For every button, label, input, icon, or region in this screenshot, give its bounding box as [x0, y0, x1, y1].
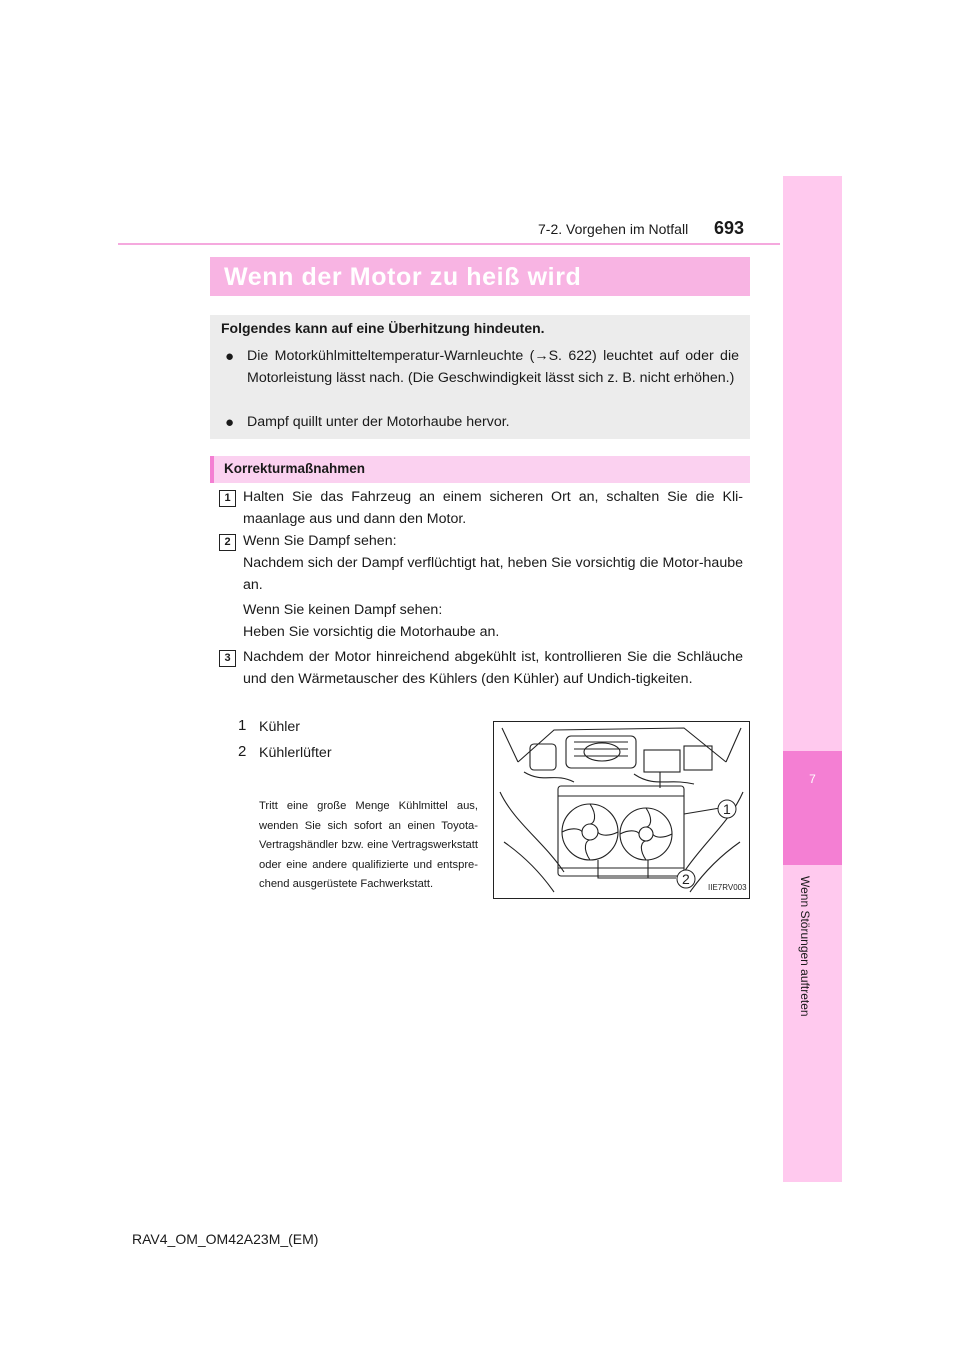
callout-number: 1	[238, 717, 247, 734]
callout-label: Kühler	[259, 719, 301, 735]
step-text: Wenn Sie Dampf sehen:	[243, 533, 397, 549]
subheading: Korrekturmaßnahmen	[224, 461, 366, 476]
bullet-dot: ●	[225, 348, 235, 365]
step-badge: 1	[219, 490, 236, 507]
chapter-side-tab	[783, 176, 842, 1182]
step-text: Halten Sie das Fahrzeug an einem sicheren Ort an, schalten Sie die Kli-maanlage aus und dann den Motor.	[243, 489, 743, 527]
chapter-tab-active	[783, 751, 842, 865]
step-badge: 2	[219, 534, 236, 551]
subheading-accent	[210, 456, 214, 483]
engine-bay-illustration	[494, 722, 749, 898]
callout-label: Kühlerlüfter	[259, 745, 332, 761]
coolant-note: Tritt eine große Menge Kühlmittel aus, wenden Sie sich sofort an einen Toyota-Vertragshändler bzw. eine Vertragswerkstatt oder eine andere qualifizierte und entspre-chend ausgerüstete Fachwerkstatt.	[259, 800, 478, 891]
figure-marker-1: 1	[723, 801, 731, 817]
bullet-dot: ●	[225, 414, 235, 431]
figure-code: IIE7RV003	[708, 883, 747, 892]
callout-number: 2	[238, 743, 247, 760]
step-text: Nachdem der Motor hinreichend abgekühlt ist, kontrollieren Sie die Schläuche und den Wärmetauscher des Kühlers (den Kühler) auf Undich-tigkeiten.	[243, 649, 743, 687]
chapter-number: 7	[809, 772, 816, 786]
page-number: 693	[714, 218, 745, 238]
header-rule	[118, 243, 780, 245]
engine-bay-figure	[493, 721, 750, 899]
step-text: Heben Sie vorsichtig die Motorhaube an.	[243, 624, 500, 640]
footer-model-code: RAV4_OM_OM42A23M_(EM)	[132, 1231, 319, 1247]
step-text: Nachdem sich der Dampf verflüchtigt hat, heben Sie vorsichtig die Motor-haube an.	[243, 555, 743, 593]
page-title-bar	[210, 257, 750, 296]
step-text: Wenn Sie keinen Dampf sehen:	[243, 602, 443, 618]
bullet-item: Die Motorkühlmitteltemperatur-Warnleuchte (→S. 622) leuchtet auf oder die Motorleistung lässt nach. (Die Geschwindigkeit lässt sich z. B. nicht erhöhen.)	[247, 348, 739, 386]
subheading-bar	[210, 456, 750, 483]
figure-marker-2: 2	[682, 871, 690, 887]
bullet-item: Dampf quillt unter der Motorhaube hervor.	[247, 414, 510, 430]
section-reference: 7-2. Vorgehen im Notfall	[538, 221, 689, 237]
chapter-title: Wenn Störungen auftreten	[798, 876, 812, 1017]
page-title: Wenn der Motor zu heiß wird	[224, 263, 582, 291]
step-badge: 3	[219, 650, 236, 667]
info-heading: Folgendes kann auf eine Überhitzung hindeuten.	[221, 320, 545, 336]
